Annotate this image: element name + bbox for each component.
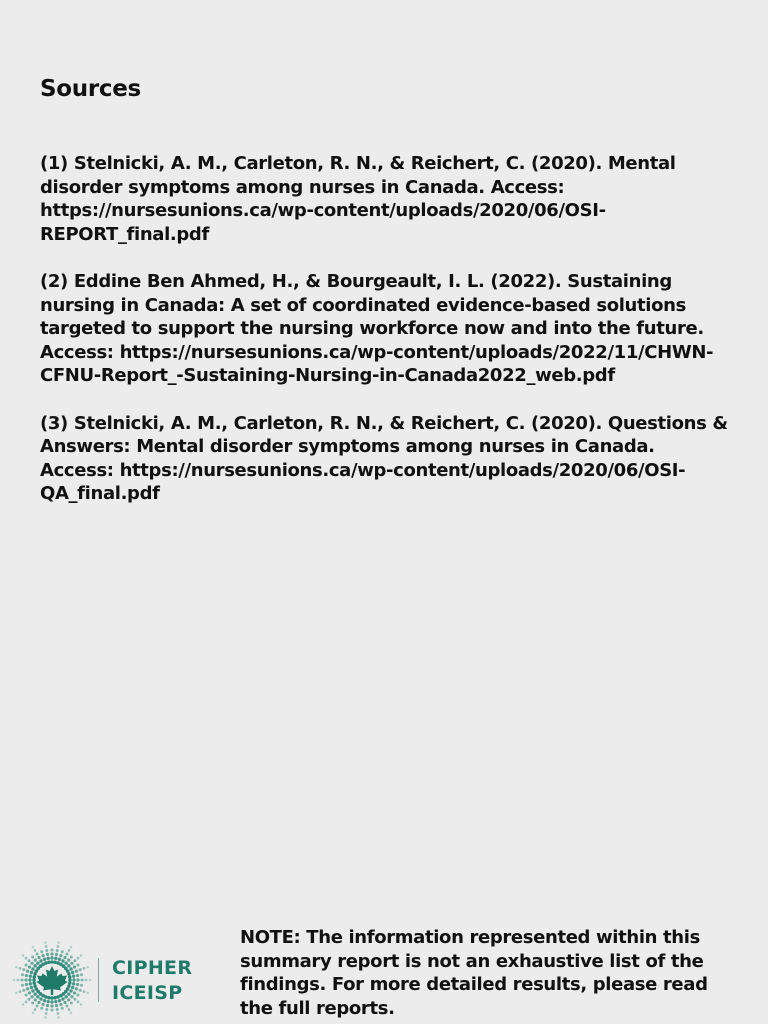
burst-dot <box>80 955 82 957</box>
burst-dot <box>46 1009 48 1011</box>
burst-dot <box>37 967 40 970</box>
burst-dot <box>68 999 70 1001</box>
burst-dot <box>28 998 30 1000</box>
burst-dot <box>64 990 67 993</box>
burst-dot <box>19 967 21 969</box>
burst-dot <box>21 974 23 976</box>
burst-dot <box>25 994 27 996</box>
burst-dot <box>40 960 42 962</box>
burst-dot <box>34 965 36 967</box>
reference-item: (3) Stelnicki, A. M., Carleton, R. N., & Reichert, C. (2020). Questions & Answers: Mental disorder symptoms among nurses in Canada. Access: https://nursesunions.ca/wp-content/uploads/2020/06/OSI-QA_final.pdf <box>40 412 728 504</box>
burst-dot <box>70 946 72 948</box>
burst-dot <box>73 979 75 981</box>
burst-dot <box>15 966 17 968</box>
burst-dot <box>13 979 15 981</box>
burst-dot <box>68 982 71 985</box>
burst-dot <box>83 967 85 969</box>
burst-dot <box>77 983 79 985</box>
burst-dot <box>58 958 60 960</box>
burst-dot <box>26 988 28 990</box>
burst-dot <box>55 957 57 959</box>
burst-dot <box>34 973 37 976</box>
burst-dot <box>87 966 89 968</box>
burst-dot <box>42 963 45 966</box>
burst-dot <box>42 994 45 997</box>
burst-dot <box>25 964 27 966</box>
burst-dot <box>45 996 48 999</box>
burst-dot <box>46 953 48 955</box>
burst-dot <box>19 991 21 993</box>
burst-dot <box>34 993 36 995</box>
burst-dot <box>66 988 69 991</box>
burst-dot <box>32 968 34 970</box>
burst-dot <box>65 962 67 964</box>
burst-dot <box>64 1001 66 1003</box>
burst-dot <box>58 1017 60 1019</box>
burst-dot <box>41 951 43 953</box>
burst-dot <box>68 993 70 995</box>
burst-dot <box>55 953 57 955</box>
burst-dot <box>38 956 40 958</box>
burst-dot <box>22 955 24 957</box>
burst-dot <box>57 996 60 999</box>
burst-dot <box>74 998 76 1000</box>
burst-dot <box>34 950 36 952</box>
burst-dot <box>62 998 64 1000</box>
burst-dot <box>81 974 83 976</box>
burst-dot <box>39 992 42 995</box>
burst-dot <box>73 966 75 968</box>
burst-dot <box>48 996 51 999</box>
burst-dot <box>73 992 75 994</box>
burst-dot <box>51 961 54 964</box>
burst-dot <box>36 953 38 955</box>
burst-dot <box>68 973 71 976</box>
burst-dot <box>83 991 85 993</box>
burst-dot <box>39 965 42 968</box>
burst-dot <box>45 1013 47 1015</box>
burst-dot <box>58 942 60 944</box>
burst-dot <box>72 975 74 977</box>
burst-dot <box>45 946 47 948</box>
burst-dot <box>70 968 72 970</box>
burst-dot <box>34 959 36 961</box>
burst-dot <box>66 953 68 955</box>
burst-dot <box>66 970 69 973</box>
page-title: Sources <box>40 76 141 102</box>
burst-dot <box>60 994 63 997</box>
burst-dot <box>45 1017 47 1019</box>
burst-dot <box>89 979 91 981</box>
burst-dot <box>31 962 33 964</box>
logo-wordmark <box>112 956 192 1006</box>
burst-dot <box>23 969 25 971</box>
burst-dot <box>68 965 70 967</box>
burst-dot <box>26 970 28 972</box>
burst-dot <box>81 984 83 986</box>
burst-dot <box>68 1009 70 1011</box>
burst-dot <box>71 971 73 973</box>
burst-dot <box>72 983 74 985</box>
reference-list <box>40 152 730 530</box>
burst-dot <box>32 946 34 948</box>
burst-dot <box>46 949 48 951</box>
burst-dot <box>61 951 63 953</box>
logo-line-cipher: CIPHER <box>112 957 193 979</box>
burst-dot <box>70 1002 72 1004</box>
disclaimer-note: NOTE: The information represented within this summary report is not an exhaustive list of the findings. For more detailed results, please read the full reports. <box>240 927 708 1019</box>
logo-divider <box>98 958 99 1002</box>
burst-dot <box>71 996 73 998</box>
burst-dot <box>45 962 48 965</box>
burst-dot <box>68 976 71 979</box>
burst-dot <box>68 950 70 952</box>
burst-dot <box>79 989 81 991</box>
burst-dot <box>77 1001 79 1003</box>
reference-item: (2) Eddine Ben Ahmed, H., & Bourgeault, I. L. (2022). Sustaining nursing in Canada: A set of coordinated evidence-based solutions targeted to support the nursing workforce now and into the future. Access: https://nursesunions.ca/wp-content/uploads/2022/11/CHWN-CFNU-Report_-Sustaining-Nursing-in-Canada2022_web.pdf <box>40 271 714 386</box>
burst-dot <box>64 956 66 958</box>
burst-dot <box>56 949 58 951</box>
burst-dot <box>28 992 30 994</box>
burst-dot <box>22 1004 24 1006</box>
burst-dot <box>54 996 57 999</box>
burst-dot <box>41 1007 43 1009</box>
burst-dot <box>51 957 53 959</box>
burst-dot <box>21 979 23 981</box>
burst-dot <box>56 1009 58 1011</box>
burst-dot <box>80 1004 82 1006</box>
burst-dot <box>75 988 77 990</box>
burst-dot <box>60 963 63 966</box>
burst-dot <box>43 999 45 1001</box>
burst-dot <box>57 962 60 965</box>
burst-dot <box>51 1005 53 1007</box>
logo-line-iceisp: ICEISP <box>112 982 183 1004</box>
burst-dot <box>32 1002 34 1004</box>
burst-dot <box>28 960 30 962</box>
burst-dot <box>37 990 40 993</box>
burst-dot <box>29 979 31 981</box>
burst-dot <box>32 956 34 958</box>
burst-dot <box>60 954 62 956</box>
burst-dot <box>51 997 54 1000</box>
burst-dot <box>77 974 79 976</box>
burst-dot <box>29 983 31 985</box>
burst-dot <box>28 966 30 968</box>
burst-dot <box>62 965 65 968</box>
burst-dot <box>68 959 70 961</box>
burst-dot <box>57 1013 59 1015</box>
burst-dot <box>47 1000 49 1002</box>
burst-dot <box>51 1009 53 1011</box>
reference-item: (1) Stelnicki, A. M., Carleton, R. N., & Reichert, C. (2020). Mental disorder symptoms among nurses in Canada. Access: https://nursesunions.ca/wp-content/uploads/2020/06/OSI-REPORT_final.pdf <box>40 153 676 245</box>
burst-dot <box>51 1001 53 1003</box>
burst-dot <box>62 960 64 962</box>
burst-dot <box>34 985 37 988</box>
burst-dot <box>62 992 65 995</box>
burst-dot <box>65 996 67 998</box>
burst-dot <box>71 962 73 964</box>
burst-dot <box>37 962 39 964</box>
burst-dot <box>45 942 47 944</box>
burst-dot <box>51 953 53 955</box>
burst-dot <box>61 1007 63 1009</box>
burst-dot <box>33 976 36 979</box>
burst-dot <box>40 998 42 1000</box>
burst-dot <box>77 994 79 996</box>
burst-dot <box>68 985 71 988</box>
burst-dot <box>25 983 27 985</box>
burst-dot <box>58 999 60 1001</box>
burst-dot <box>32 990 34 992</box>
burst-dot <box>35 988 38 991</box>
burst-dot <box>79 969 81 971</box>
burst-dot <box>70 990 72 992</box>
burst-dot <box>71 986 73 988</box>
maple-leaf-burst-icon <box>12 940 92 1020</box>
burst-dot <box>17 979 19 981</box>
burst-dot <box>25 957 27 959</box>
burst-dot <box>34 999 36 1001</box>
burst-dot <box>42 954 44 956</box>
burst-dot <box>37 996 39 998</box>
burst-dot <box>25 1001 27 1003</box>
burst-dot <box>23 989 25 991</box>
burst-dot <box>47 957 49 959</box>
burst-dot <box>31 996 33 998</box>
burst-dot <box>66 1005 68 1007</box>
burst-dot <box>21 984 23 986</box>
burst-dot <box>77 979 79 981</box>
burst-dot <box>30 986 32 988</box>
burst-dot <box>57 946 59 948</box>
burst-dot <box>75 970 77 972</box>
burst-dot <box>36 1005 38 1007</box>
burst-dot <box>55 1000 57 1002</box>
burst-dot <box>25 974 27 976</box>
burst-dot <box>32 1012 34 1014</box>
burst-dot <box>74 960 76 962</box>
burst-dot <box>35 970 38 973</box>
burst-dot <box>48 961 51 964</box>
burst-dot <box>81 979 83 981</box>
burst-dot <box>33 982 36 985</box>
burst-dot <box>29 975 31 977</box>
burst-dot <box>51 949 53 951</box>
burst-dot <box>60 1003 62 1005</box>
burst-dot <box>77 957 79 959</box>
cipher-logo <box>12 940 202 1020</box>
burst-dot <box>55 1005 57 1007</box>
burst-dot <box>69 979 72 982</box>
burst-dot <box>30 971 32 973</box>
burst-dot <box>87 992 89 994</box>
burst-dot <box>25 979 27 981</box>
burst-dot <box>43 958 45 960</box>
burst-dot <box>46 1005 48 1007</box>
burst-dot <box>34 1009 36 1011</box>
burst-dot <box>77 964 79 966</box>
maple-leaf-icon <box>37 966 68 995</box>
burst-dot <box>33 979 36 982</box>
burst-dot <box>42 1003 44 1005</box>
burst-dot <box>70 956 72 958</box>
burst-dot <box>85 979 87 981</box>
burst-dot <box>64 967 67 970</box>
burst-dot <box>70 1012 72 1014</box>
burst-dot <box>38 1001 40 1003</box>
burst-dot <box>15 992 17 994</box>
burst-dot <box>54 961 57 964</box>
